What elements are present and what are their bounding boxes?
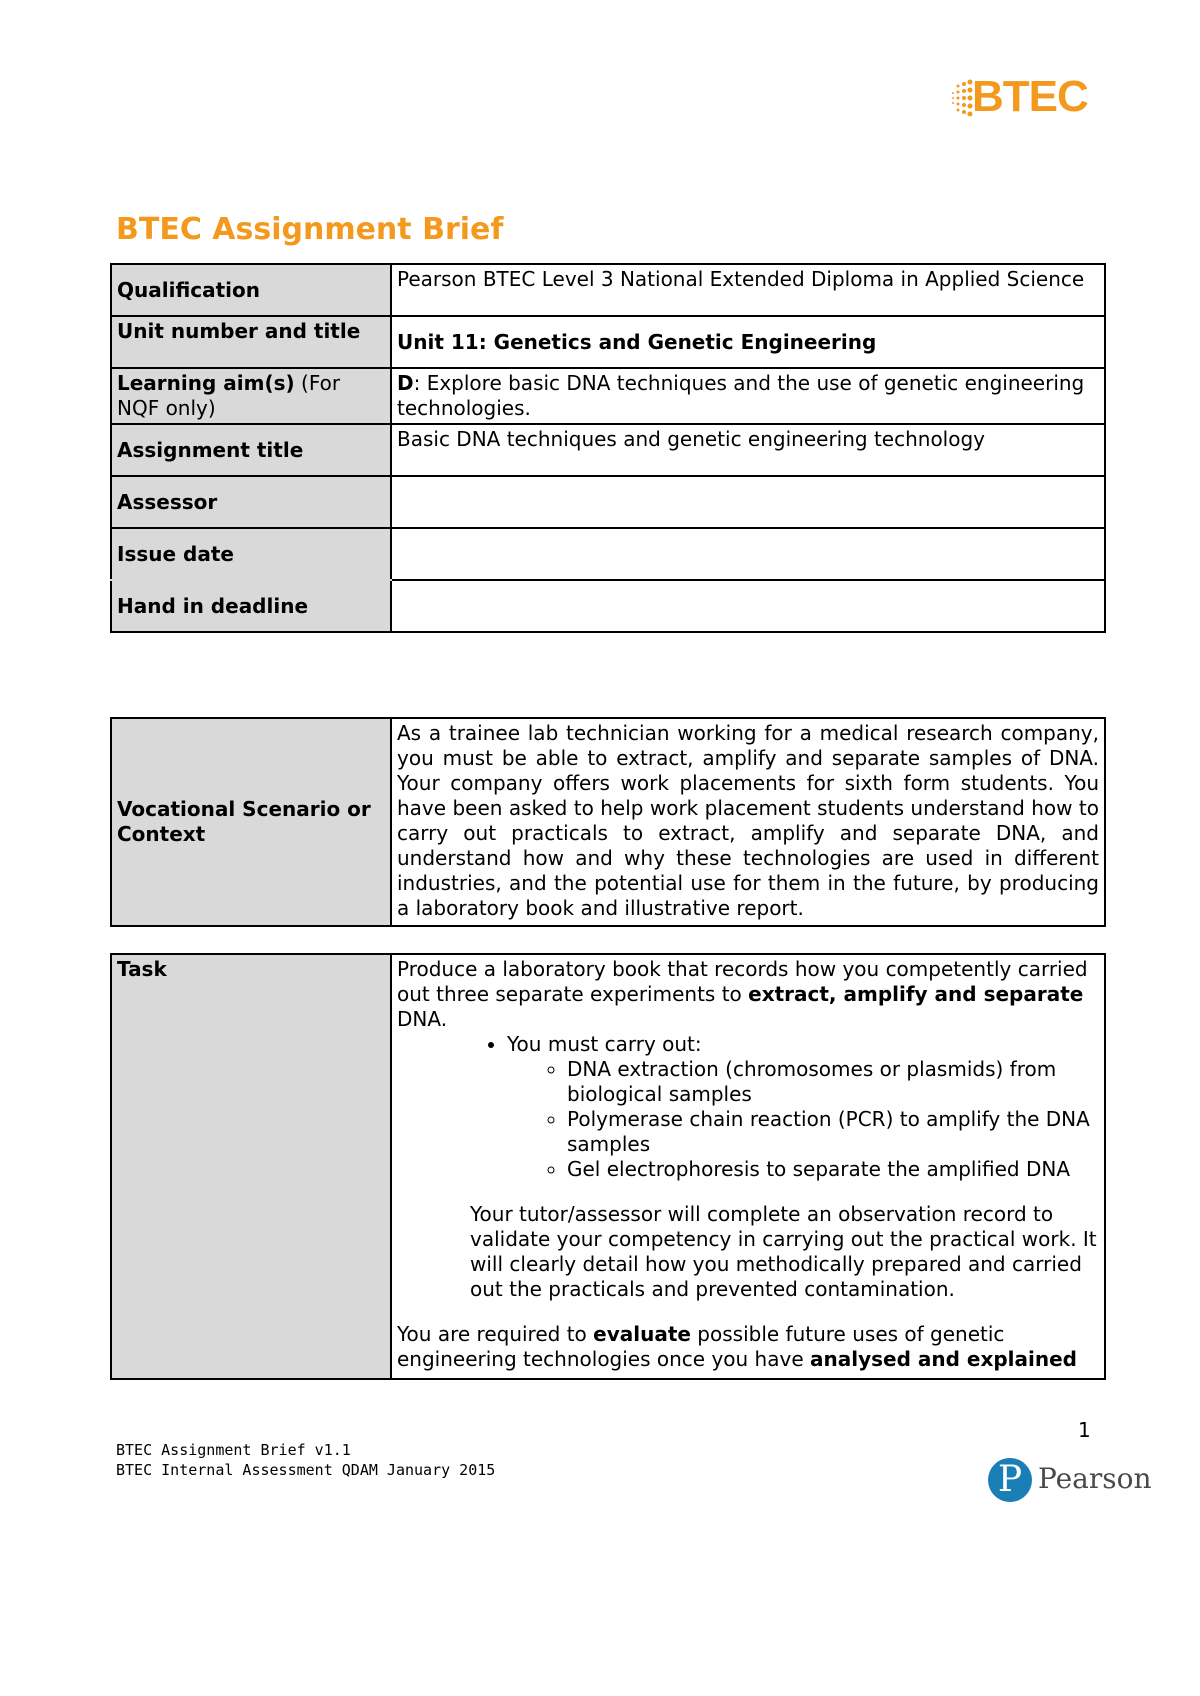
page-number: 1 — [1078, 1418, 1091, 1442]
table-row — [111, 476, 1105, 528]
task-bullet-list — [397, 1032, 1099, 1182]
list-item: ◦ DNA extraction (chromosomes or plasmids) from biological samples — [567, 1057, 1099, 1107]
deadline-label: Hand in deadline — [111, 580, 391, 632]
list-item: ◦ Polymerase chain reaction (PCR) to amplify the DNA samples — [567, 1107, 1099, 1157]
footer-line-2: BTEC Internal Assessment QDAM January 2015 — [116, 1461, 496, 1479]
task-evaluate — [397, 1322, 1099, 1372]
task-intro-end: DNA. — [397, 1007, 448, 1031]
table-row — [111, 264, 1105, 316]
details-table — [110, 263, 1106, 633]
aim-value-cell — [391, 368, 1105, 424]
unit-label: Unit number and title — [111, 316, 391, 368]
task-observation: Your tutor/assessor will complete an observation record to validate your competency in carrying out the practical work. It will clearly detail how you methodically prepared and carried out the practicals and prevented contamination. — [470, 1202, 1097, 1301]
task-eval-text-2: possible future uses of genetic engineering technologies once you have — [397, 1322, 1005, 1371]
table-row — [111, 316, 1105, 368]
task-eval-bold-2: analysed and explained — [810, 1347, 1077, 1371]
scenario-table — [110, 717, 1106, 927]
task-intro — [397, 957, 1099, 1032]
task-intro-text: Produce a laboratory book that records how you competently carried out three separate experiments to — [397, 957, 1088, 1006]
task-intro-bold: extract, amplify and separate — [748, 982, 1084, 1006]
footer — [116, 1440, 495, 1480]
unit-value: Unit 11: Genetics and Genetic Engineering — [391, 316, 1105, 368]
btec-logo — [950, 72, 1090, 122]
issue-date-value[interactable] — [391, 528, 1105, 580]
table-row — [111, 424, 1105, 476]
qualification-value: Pearson BTEC Level 3 National Extended Diploma in Applied Science — [391, 264, 1105, 316]
aim-label: Learning aim(s) — [117, 371, 295, 395]
assignment-value: Basic DNA techniques and genetic engineering technology — [391, 424, 1105, 476]
assessor-label: Assessor — [111, 476, 391, 528]
page-title: BTEC Assignment Brief — [116, 212, 504, 247]
aim-label-cell — [111, 368, 391, 424]
list-item — [507, 1032, 1099, 1182]
footer-line-1: BTEC Assignment Brief v1.1 — [116, 1441, 351, 1459]
task-bullet-text: You must carry out: — [507, 1032, 702, 1056]
task-table — [110, 953, 1106, 1380]
logo-text: BTEC — [972, 72, 1088, 121]
issue-date-label: Issue date — [111, 528, 391, 580]
aim-value: : Explore basic DNA techniques and the use of genetic engineering technologies. — [397, 371, 1085, 420]
table-row — [111, 954, 1105, 1379]
scenario-text: As a trainee lab technician working for a medical research company, you must be able to extract, amplify and separate samples of DNA. Your company offers work placements for sixth form students. You have been asked to help work placement students understand how to carry out practicals to extract, amplify and separate DNA, and understand how and why these technologies are used in different industries, and the potential use for them in the future, by producing a laboratory book and illustrative report. — [391, 718, 1105, 926]
assessor-value[interactable] — [391, 476, 1105, 528]
pearson-p-icon: P — [988, 1458, 1032, 1502]
qualification-label: Qualification — [111, 264, 391, 316]
task-label: Task — [111, 954, 391, 1379]
list-item: ◦ Gel electrophoresis to separate the amplified DNA — [567, 1157, 1099, 1182]
task-eval-bold: evaluate — [593, 1322, 691, 1346]
scenario-label: Vocational Scenario or Context — [111, 718, 391, 926]
aim-letter: D — [397, 371, 414, 395]
task-content — [391, 954, 1105, 1379]
task-eval-text: You are required to — [397, 1322, 594, 1346]
assignment-label: Assignment title — [111, 424, 391, 476]
table-row — [111, 718, 1105, 926]
deadline-value[interactable] — [391, 580, 1105, 632]
task-sub-list — [507, 1057, 1099, 1182]
table-row — [111, 528, 1105, 580]
table-row — [111, 368, 1105, 424]
table-row — [111, 580, 1105, 632]
aim-label-note: (For NQF only) — [117, 371, 341, 420]
pearson-wordmark: Pearson — [1038, 1462, 1152, 1495]
pearson-logo — [988, 1458, 1152, 1506]
